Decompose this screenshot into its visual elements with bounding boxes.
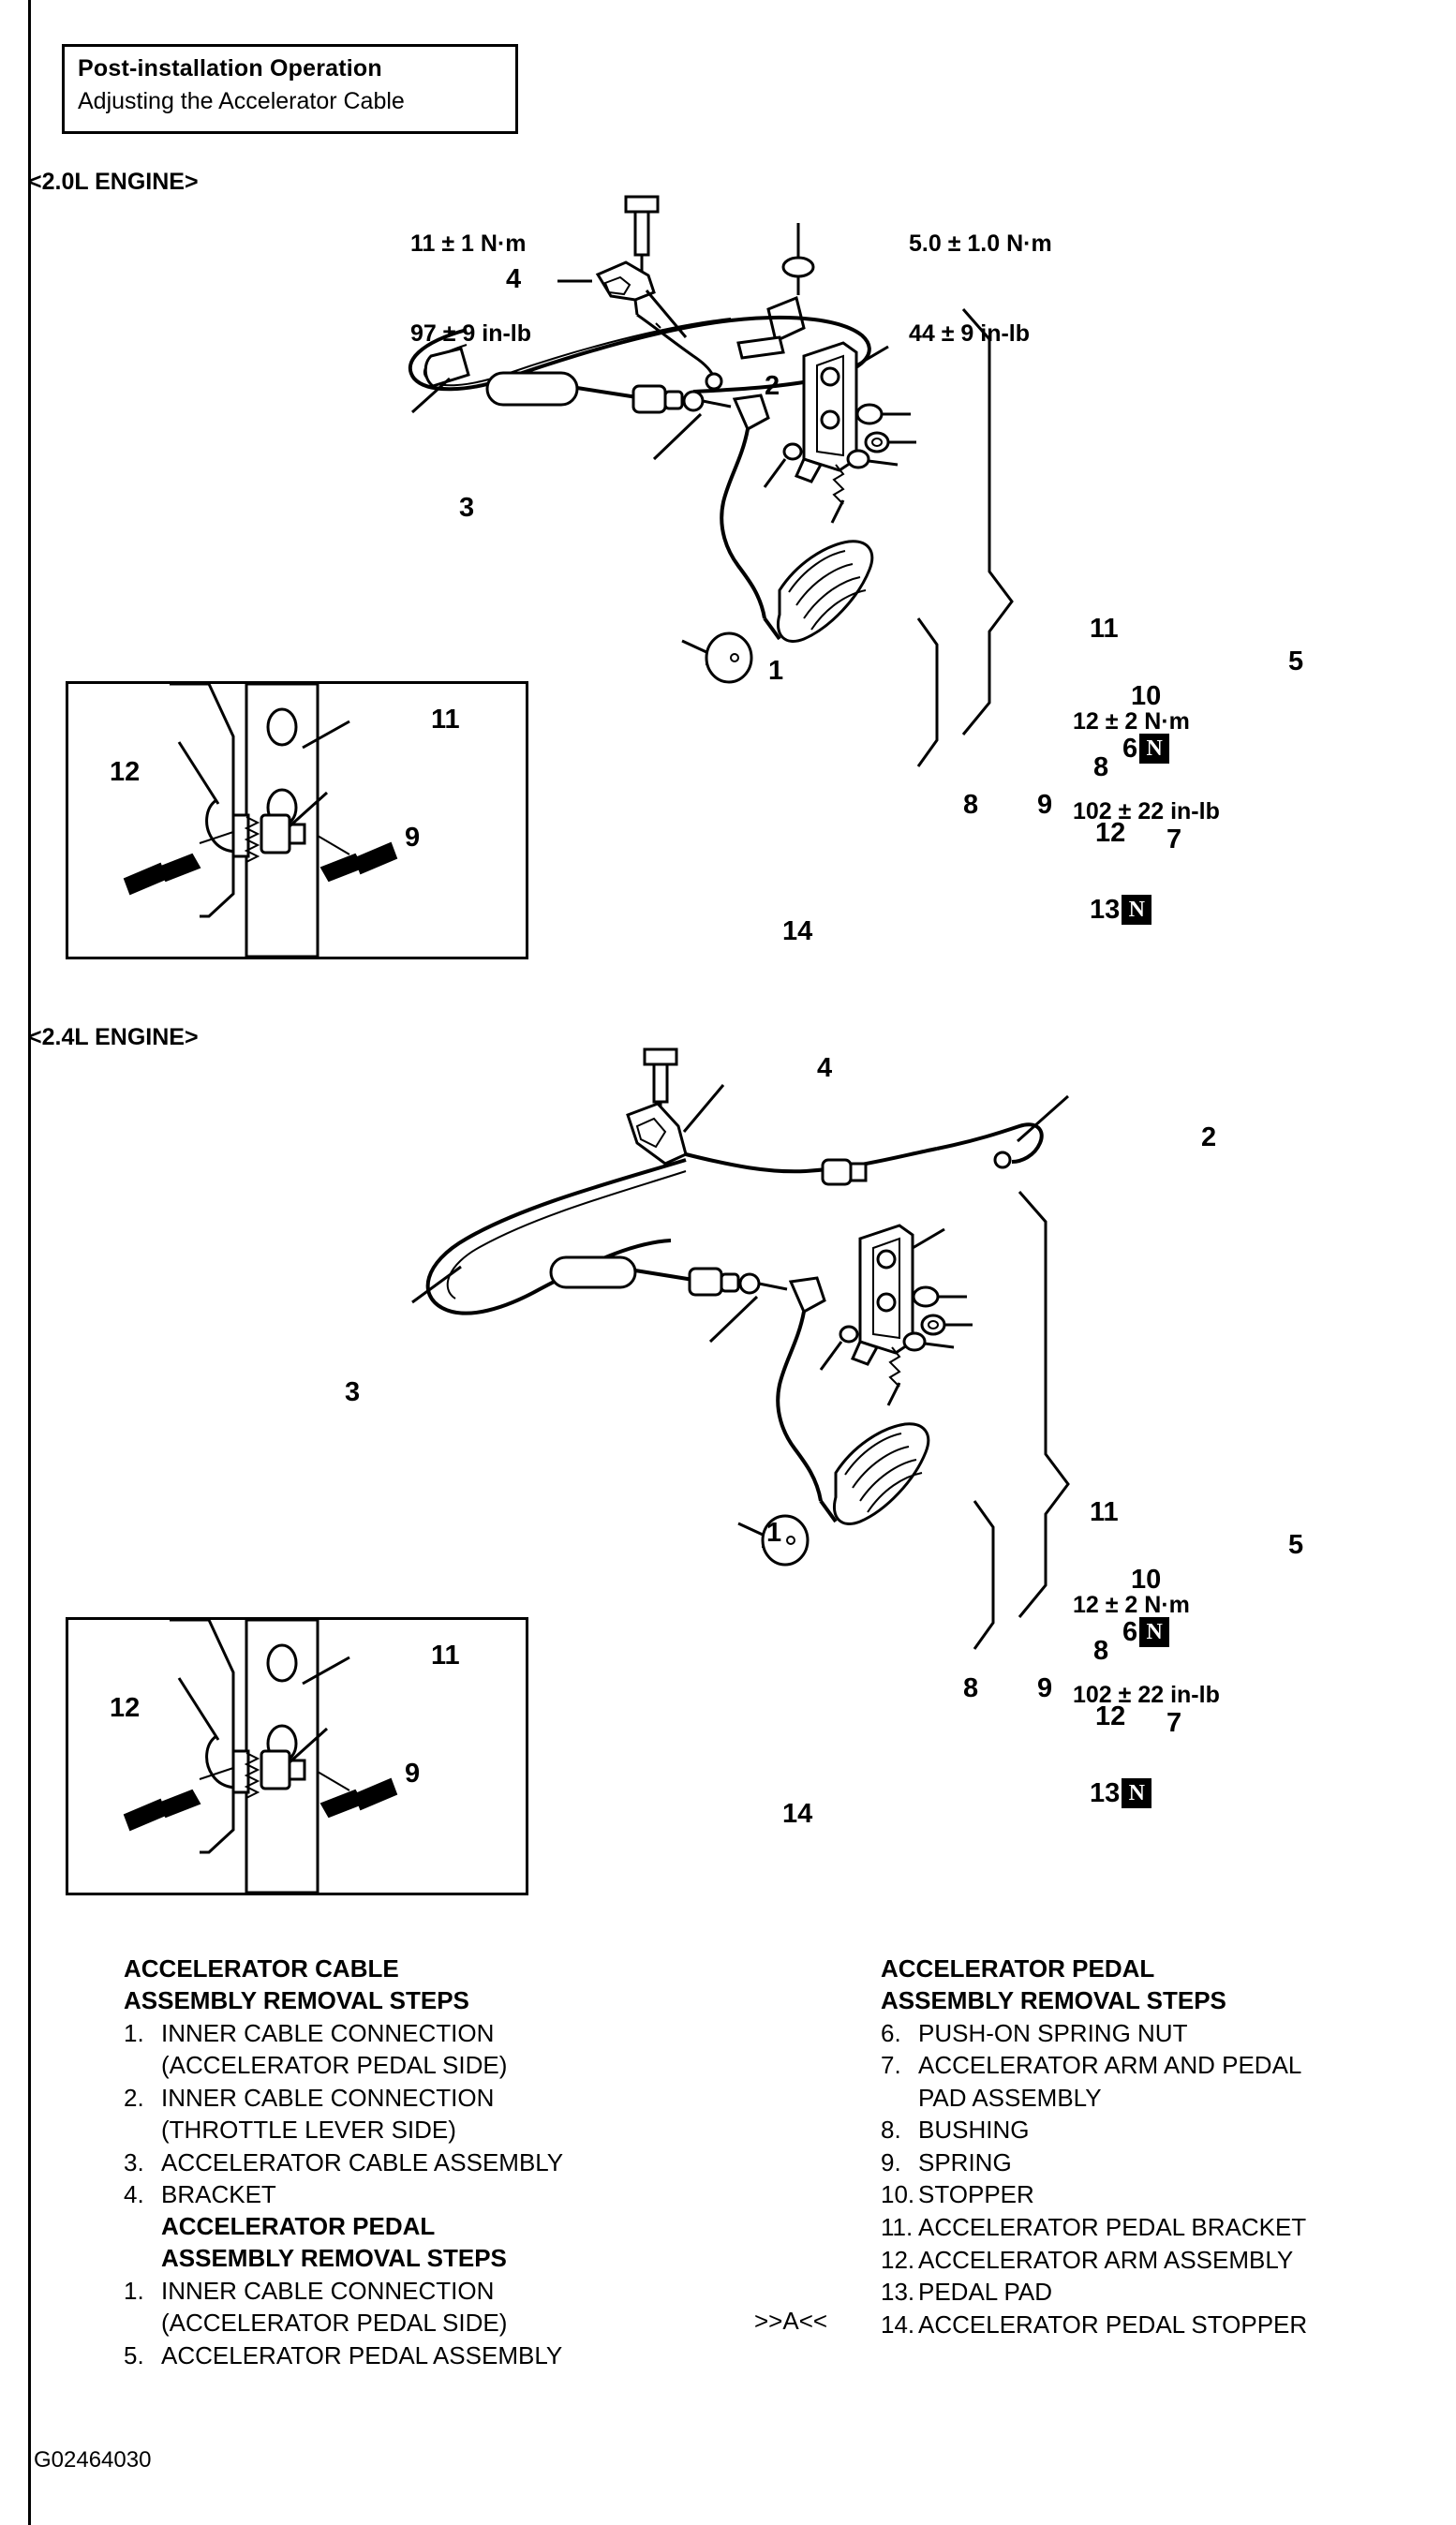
callout-9-inset-2-4l: 9	[405, 1759, 421, 1789]
cable-coupler-2-4l	[823, 1160, 866, 1184]
legend-right-item: 10. STOPPER	[881, 2180, 1034, 2209]
spring-9-2-4l	[888, 1347, 899, 1405]
callout-10-2-4l: 10	[1131, 1565, 1162, 1595]
legend-right	[881, 1953, 1443, 2340]
leader-1-2-4l	[710, 1297, 757, 1342]
spring-nut-6-2-4l	[922, 1315, 973, 1334]
stopper-10-2-4l	[914, 1287, 967, 1306]
callout-6-2-4l: 6 N	[1122, 1617, 1169, 1648]
page-left-rule	[28, 0, 31, 2525]
figure-code: G02464030	[34, 2447, 152, 2473]
marker-a-pedal-pad: >>A<<	[754, 2307, 828, 2335]
callout-11-2-4l: 11	[1090, 1497, 1119, 1527]
legend-left-item: 2. INNER CABLE CONNECTION	[124, 2083, 495, 2112]
callout-14-2-4l: 14	[782, 1799, 813, 1829]
leader-11	[856, 347, 888, 365]
torque-top-left-imperial: 97 ± 9 in-lb	[410, 320, 532, 347]
callout-9-2-0l: 9	[1037, 790, 1053, 820]
legend-left-item: (THROTTLE LEVER SIDE)	[161, 2116, 456, 2145]
callout-1-2-4l: 1	[766, 1518, 782, 1548]
callout-7-2-0l: 7	[1166, 824, 1182, 854]
legend-right-item: 11. ACCELERATOR PEDAL BRACKET	[881, 2213, 1307, 2242]
callout-4-2-0l: 4	[506, 264, 522, 294]
callout-6-2-0l: 6 N	[1122, 734, 1169, 765]
leader-1	[654, 414, 701, 459]
torque-bracket-2-4l	[1073, 1530, 1220, 1770]
pedal-stopper-14	[682, 633, 751, 682]
callout-8-lower-2-4l: 8	[963, 1673, 979, 1703]
spring-nut-6	[866, 433, 916, 452]
brace-group-7	[918, 618, 937, 766]
legend-right-item: 13. PEDAL PAD	[881, 2278, 1053, 2307]
callout-9-inset-2-0l: 9	[405, 823, 421, 853]
pedal-pad-13-2-4l	[834, 1424, 928, 1524]
legend-left-item: (ACCELERATOR PEDAL SIDE)	[161, 2051, 508, 2080]
callout-8-upper-2-0l: 8	[1093, 752, 1109, 782]
legend-right-item: 6. PUSH-ON SPRING NUT	[881, 2018, 1188, 2047]
callout-8-lower-2-0l: 8	[963, 790, 979, 820]
cable-adjuster	[425, 349, 731, 412]
badge-n-6-2-0l: N	[1139, 734, 1169, 764]
legend-left-heading-1-line-1: ACCELERATOR CABLE	[124, 1954, 399, 1983]
callout-11-inset-2-4l: 11	[431, 1641, 460, 1671]
callout-11-inset-2-0l: 11	[431, 705, 460, 735]
badge-n-6-2-4l: N	[1139, 1617, 1169, 1647]
callout-5-2-4l: 5	[1288, 1530, 1304, 1560]
accelerator-arm-12-2-4l	[778, 1278, 836, 1522]
callout-7-2-4l: 7	[1166, 1708, 1182, 1738]
callout-5-2-0l: 5	[1288, 646, 1304, 676]
callout-12-inset-2-0l: 12	[110, 757, 141, 787]
legend-left-heading-2-line-1: ACCELERATOR PEDAL	[161, 2212, 436, 2241]
brace-group-7-2-4l	[974, 1501, 993, 1649]
bushing-8-lower	[765, 444, 801, 487]
section-label-2-4l: <2.4L ENGINE>	[28, 1024, 199, 1050]
legend-right-item: 9. SPRING	[881, 2147, 1012, 2176]
cable-adjuster-2-4l	[551, 1257, 787, 1295]
callout-10-2-0l: 10	[1131, 681, 1162, 711]
callout-9-2-4l: 9	[1037, 1673, 1053, 1703]
leader-4-2-4l	[684, 1085, 723, 1132]
callout-14-2-0l: 14	[782, 916, 813, 946]
legend-right-heading-line-2: ASSEMBLY REMOVAL STEPS	[881, 1985, 1226, 2014]
callout-2-2-4l: 2	[1201, 1122, 1217, 1152]
legend-left-heading-2-line-2: ASSEMBLY REMOVAL STEPS	[161, 2243, 507, 2272]
torque-bracket-2-0l-metric: 12 ± 2 N·m	[1073, 708, 1190, 735]
callout-13-2-0l: 13 N	[1090, 895, 1151, 926]
spring-9	[832, 465, 843, 523]
torque-top-left-metric: 11 ± 1 N·m	[410, 230, 527, 257]
bracket-part-4-2-4l	[628, 1104, 686, 1164]
legend-right-item: PAD ASSEMBLY	[918, 2083, 1102, 2112]
badge-n-13-2-0l: N	[1122, 895, 1151, 925]
stopper-10	[857, 405, 911, 423]
leader-11-2-4l	[913, 1229, 944, 1248]
callout-13-2-4l: 13 N	[1090, 1778, 1151, 1809]
brace-group-5-2-4l	[1019, 1192, 1068, 1617]
legend-right-item: 8. BUSHING	[881, 2116, 1030, 2145]
post-installation-box	[62, 44, 518, 134]
callout-8-upper-2-4l: 8	[1093, 1636, 1109, 1666]
callout-3-2-4l: 3	[345, 1377, 361, 1407]
callout-11-2-0l: 11	[1090, 614, 1119, 644]
legend-left-heading-1-line-2: ASSEMBLY REMOVAL STEPS	[124, 1985, 469, 2014]
post-installation-title: Post-installation Operation	[78, 55, 382, 82]
cable-clip-plate	[738, 298, 804, 358]
legend-right-heading-line-1: ACCELERATOR PEDAL	[881, 1954, 1155, 1983]
badge-n-13-2-4l: N	[1122, 1778, 1151, 1808]
callout-12-inset-2-4l: 12	[110, 1693, 141, 1723]
legend-left-item: (ACCELERATOR PEDAL SIDE)	[161, 2309, 508, 2338]
legend-left-item: 1. INNER CABLE CONNECTION	[124, 2276, 495, 2305]
legend-left-item: 4. BRACKET	[124, 2180, 276, 2209]
callout-3-2-0l: 3	[459, 493, 475, 523]
torque-top-right-metric: 5.0 ± 1.0 N·m	[909, 230, 1052, 257]
legend-left-item: 5. ACCELERATOR PEDAL ASSEMBLY	[124, 2340, 563, 2369]
section-label-2-0l: <2.0L ENGINE>	[28, 169, 199, 195]
torque-bracket-2-0l-imperial: 102 ± 22 in-lb	[1073, 798, 1220, 824]
legend-left	[124, 1953, 667, 2371]
bushing-8-upper-2-4l	[904, 1333, 954, 1350]
legend-right-item: 7. ACCELERATOR ARM AND PEDAL	[881, 2051, 1302, 2080]
bracket-part-4	[598, 262, 654, 315]
callout-1-2-0l: 1	[768, 656, 784, 686]
post-installation-subtitle: Adjusting the Accelerator Cable	[78, 88, 405, 114]
torque-bracket-2-0l	[1073, 646, 1220, 886]
brace-group-5	[963, 309, 1012, 735]
bushing-8-upper	[848, 451, 898, 468]
legend-right-item: 14. ACCELERATOR PEDAL STOPPER	[881, 2310, 1308, 2339]
bolt-top-right	[783, 223, 813, 295]
callout-12-2-4l: 12	[1095, 1701, 1126, 1731]
bushing-8-lower-2-4l	[821, 1327, 857, 1370]
callout-2-2-0l: 2	[765, 371, 780, 401]
accelerator-arm-12	[721, 395, 780, 639]
torque-bracket-2-4l-imperial: 102 ± 22 in-lb	[1073, 1682, 1220, 1708]
torque-top-right-imperial: 44 ± 9 in-lb	[909, 320, 1031, 347]
legend-left-item: 1. INNER CABLE CONNECTION	[124, 2018, 495, 2047]
legend-left-item: 3. ACCELERATOR CABLE ASSEMBLY	[124, 2147, 564, 2176]
legend-right-item: 12. ACCELERATOR ARM ASSEMBLY	[881, 2245, 1294, 2274]
torque-bracket-2-4l-metric: 12 ± 2 N·m	[1073, 1592, 1190, 1618]
callout-4-2-4l: 4	[817, 1053, 833, 1083]
pedal-pad-13	[778, 542, 871, 642]
callout-12-2-0l: 12	[1095, 818, 1126, 848]
